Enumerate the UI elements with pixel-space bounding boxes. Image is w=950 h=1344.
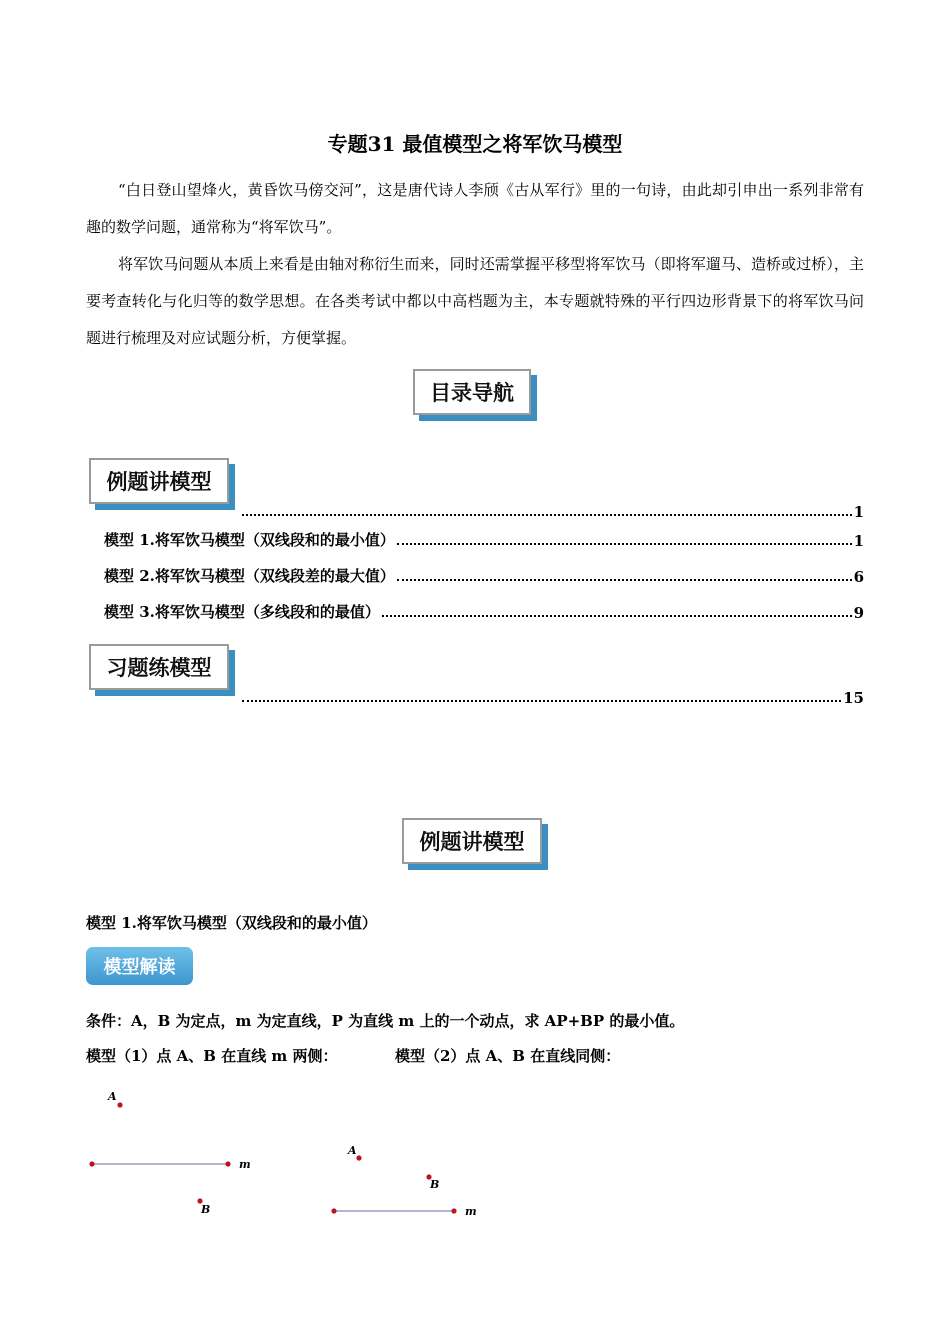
toc-item-model-1[interactable] xyxy=(104,529,864,550)
label-m: m xyxy=(239,1158,251,1171)
model-caption-right: 模型（2）点 A、B 在直线同侧： xyxy=(395,1047,621,1065)
intro-paragraph-2: 将军饮马问题从本质上来看是由轴对称衍生而来，同时还需掌握平移型将军饮马（即将军遛马、造桥或过桥），主要考查转化与化归等的数学思想。在各类考试中都以中高档题为主，本专题就特殊的平行四边形背景下的将军饮马问题进行梳理及对应试题分析，方便掌握。 xyxy=(86,255,864,347)
toc-page-number: 9 xyxy=(853,604,864,622)
toc-item-model-3[interactable] xyxy=(104,601,864,622)
model-caption-left: 模型（1）点 A、B 在直线 m 两侧： xyxy=(86,1047,338,1065)
figure-opposite-sides xyxy=(80,1080,280,1220)
point-a xyxy=(117,1102,122,1107)
toc-section1-label: 例题讲模型 xyxy=(89,458,229,504)
label-b: B xyxy=(201,1203,211,1216)
page-title: 专题31 最值模型之将军饮马模型 xyxy=(327,132,623,156)
toc-item-label: 模型 2.将军饮马模型（双线段差的最大值） xyxy=(104,567,395,585)
toc-section1-badge[interactable] xyxy=(89,458,235,510)
label-a: A xyxy=(348,1144,357,1157)
figure-same-side xyxy=(320,1136,490,1226)
model1-heading: 模型 1.将军饮马模型（双线段和的最小值） xyxy=(86,914,377,932)
point-a xyxy=(356,1155,361,1160)
toc-section2-badge[interactable] xyxy=(89,644,235,696)
toc-section2-label: 习题练模型 xyxy=(89,644,229,690)
label-b: B xyxy=(430,1178,440,1191)
section-badge xyxy=(402,818,548,870)
toc-item-model-2[interactable] xyxy=(104,565,864,586)
condition-text: 条件：A，B 为定点，m 为定直线，P 为直线 m 上的一个动点，求 AP+BP 的最小值。 xyxy=(86,1012,685,1030)
toc-section2-entry[interactable] xyxy=(240,689,864,707)
section-badge-label: 例题讲模型 xyxy=(402,818,542,864)
interpret-pill: 模型解读 xyxy=(86,947,193,985)
label-a: A xyxy=(108,1090,117,1103)
toc-item-label: 模型 3.将军饮马模型（多线段和的最值） xyxy=(104,603,380,621)
toc-leader xyxy=(382,615,852,617)
nav-badge-label: 目录导航 xyxy=(413,369,531,415)
toc-leader xyxy=(242,700,841,702)
line-end-point xyxy=(451,1208,456,1213)
toc-leader xyxy=(397,579,852,581)
toc-item-label: 模型 1.将军饮马模型（双线段和的最小值） xyxy=(104,531,395,549)
toc-section1-entry[interactable] xyxy=(240,503,864,521)
nav-badge xyxy=(413,369,537,421)
toc-page-number: 1 xyxy=(853,503,864,521)
intro-paragraph-1: “白日登山望烽火，黄昏饮马傍交河”，这是唐代诗人李颀《古从军行》里的一句诗，由此却引申出一系列非常有趣的数学问题，通常称为“将军饮马”。 xyxy=(86,181,864,236)
toc-page-number: 15 xyxy=(843,689,864,707)
line-end-point xyxy=(225,1161,230,1166)
toc-leader xyxy=(397,543,852,545)
line-end-point xyxy=(331,1208,336,1213)
toc-page-number: 6 xyxy=(853,568,864,586)
line-end-point xyxy=(89,1161,94,1166)
toc-leader xyxy=(242,514,852,516)
label-m: m xyxy=(465,1205,477,1218)
toc-page-number: 1 xyxy=(853,532,864,550)
